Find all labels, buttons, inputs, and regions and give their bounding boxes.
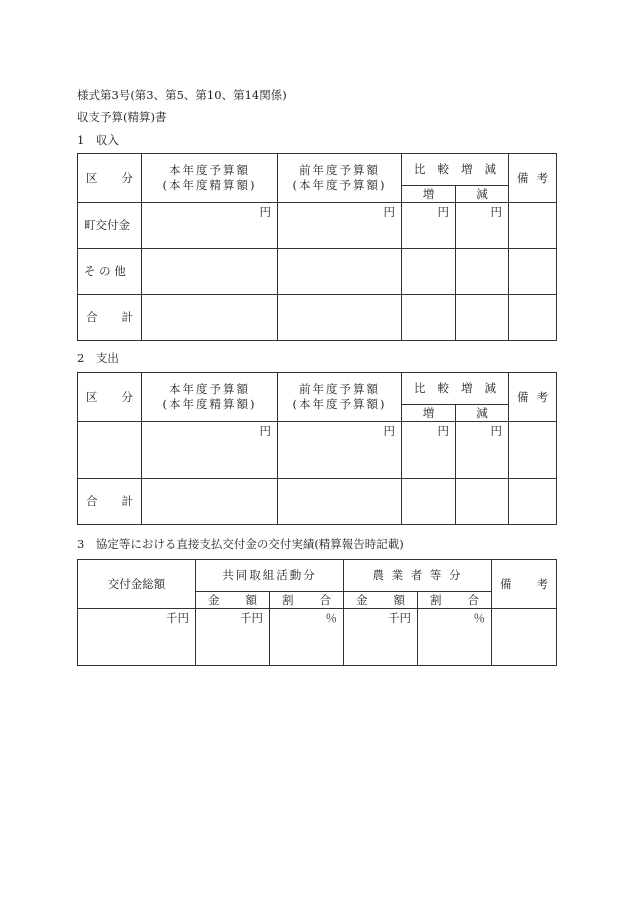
decrease-header: 減: [456, 186, 509, 203]
comparison-header: 比 較 増 減: [402, 373, 509, 405]
expense-section-title: 2 支出: [77, 351, 119, 365]
joint-ratio-header: 割 合: [270, 592, 344, 609]
total-row: [78, 479, 557, 525]
remarks-header: 備 考: [492, 560, 557, 609]
table-row: [78, 422, 557, 479]
total-amount-header: 交付金総額: [78, 560, 196, 609]
increase-cell: 円: [402, 203, 456, 249]
total-label: 合 計: [78, 479, 142, 525]
kubun-header: 区 分: [78, 373, 142, 422]
total-row: [78, 295, 557, 341]
remarks-header: 備 考: [509, 373, 557, 422]
remarks-cell: [509, 422, 557, 479]
current-cell: 円: [142, 422, 278, 479]
farmer-amount-cell: 千円: [344, 609, 418, 666]
form-number: 様式第3号(第3、第5、第10、第14関係): [77, 88, 287, 102]
increase-cell: 円: [402, 422, 456, 479]
kubun-header: 区 分: [78, 154, 142, 203]
row-label: そ の 他: [78, 249, 142, 295]
joint-activity-header: 共同取組活動分: [196, 560, 344, 592]
current-cell: 円: [142, 203, 278, 249]
document-title: 収支予算(精算)書: [77, 110, 167, 124]
table-row: [78, 203, 557, 249]
previous-cell: 円: [278, 203, 402, 249]
current-cell: [142, 249, 278, 295]
farmer-share-header: 農 業 者 等 分: [344, 560, 492, 592]
previous-budget-header: 前年度予算額 (本年度予算額): [278, 154, 402, 203]
decrease-cell: 円: [456, 203, 509, 249]
row-label: 町交付金: [78, 203, 142, 249]
decrease-cell: 円: [456, 422, 509, 479]
results-section-title: 3 協定等における直接支払交付金の交付実績(精算報告時記載): [77, 537, 404, 551]
farmer-ratio-header: 割 合: [418, 592, 492, 609]
previous-cell: 円: [278, 422, 402, 479]
income-section-title: 1 収入: [77, 133, 119, 147]
row-label: [78, 422, 142, 479]
remarks-cell: [509, 249, 557, 295]
comparison-header: 比 較 増 減: [402, 154, 509, 186]
remarks-header: 備 考: [509, 154, 557, 203]
table-row: [78, 249, 557, 295]
increase-header: 増: [402, 186, 456, 203]
joint-ratio-cell: ％: [270, 609, 344, 666]
joint-amount-header: 金 額: [196, 592, 270, 609]
previous-cell: [278, 249, 402, 295]
current-budget-header: 本年度予算額 (本年度精算額): [142, 373, 278, 422]
farmer-ratio-cell: ％: [418, 609, 492, 666]
table-row: [78, 609, 557, 666]
increase-cell: [402, 249, 456, 295]
results-table: [77, 559, 557, 666]
current-budget-header: 本年度予算額 (本年度精算額): [142, 154, 278, 203]
income-table: [77, 153, 557, 341]
farmer-amount-header: 金 額: [344, 592, 418, 609]
increase-header: 増: [402, 405, 456, 422]
remarks-cell: [509, 203, 557, 249]
previous-budget-header: 前年度予算額 (本年度予算額): [278, 373, 402, 422]
joint-amount-cell: 千円: [196, 609, 270, 666]
total-amount-cell: 千円: [78, 609, 196, 666]
decrease-cell: [456, 249, 509, 295]
remarks-cell: [492, 609, 557, 666]
expense-table: [77, 372, 557, 525]
total-label: 合 計: [78, 295, 142, 341]
decrease-header: 減: [456, 405, 509, 422]
